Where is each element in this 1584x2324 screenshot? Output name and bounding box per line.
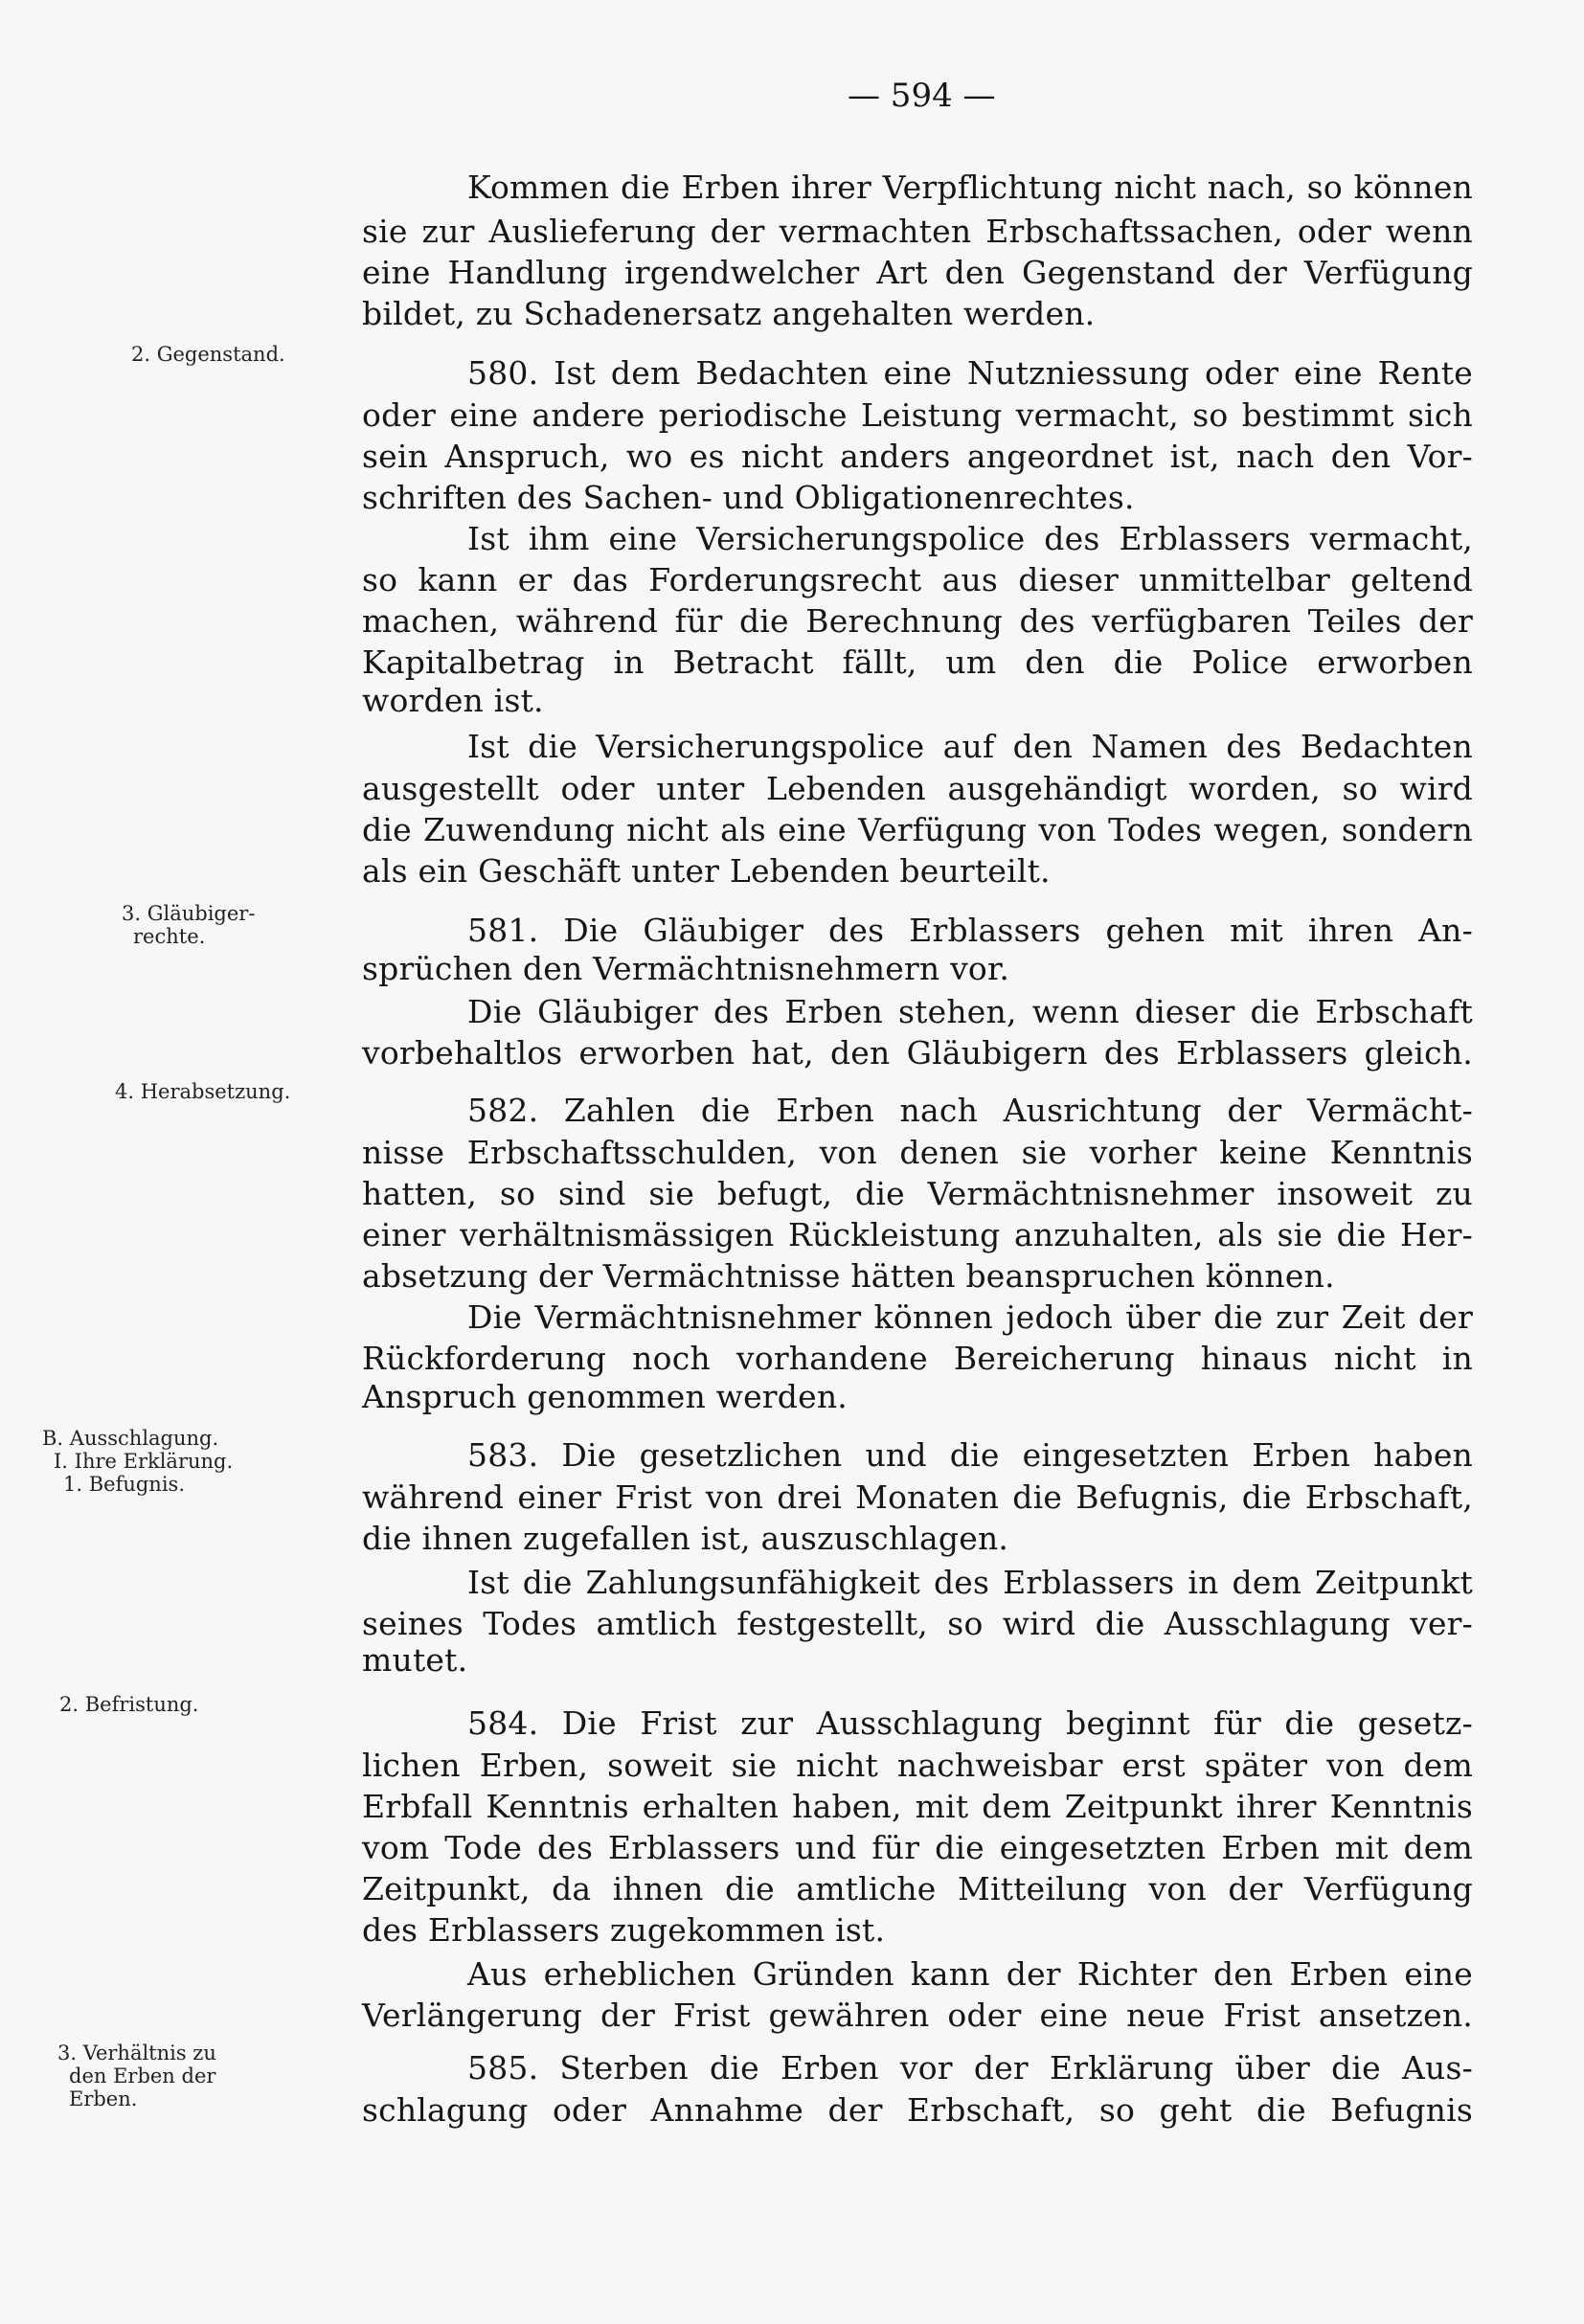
text-line: mutet. xyxy=(362,1641,468,1679)
margin-note-line: 3. Gläubiger- xyxy=(122,902,256,925)
text-line: einer verhältnismässigen Rückleistung anzuhalten, als sie die Her- xyxy=(362,1216,1473,1253)
margin-note-line: I. Ihre Erklärung. xyxy=(54,1450,234,1473)
article-582-line: 582. Zahlen die Erben nach Ausrichtung der Vermächt- xyxy=(467,1092,1473,1129)
margin-note-line: rechte. xyxy=(133,925,206,948)
text-line: Anspruch genommen werden. xyxy=(362,1378,848,1415)
margin-note-glaeubigerrechte xyxy=(122,902,255,948)
margin-note-line: 2. Befristung. xyxy=(59,1693,199,1716)
margin-note-line: Erben. xyxy=(69,2087,138,2110)
text-line: Rückforderung noch vorhandene Bereicherung hinaus nicht in xyxy=(362,1340,1473,1377)
text-line: Aus erheblichen Gründen kann der Richter den Erben eine xyxy=(467,1955,1473,1993)
margin-note-line: 4. Herabsetzung. xyxy=(115,1080,291,1103)
article-584-line: 584. Die Frist zur Ausschlagung beginnt für die gesetz- xyxy=(467,1704,1473,1742)
margin-note-line: 3. Verhältnis zu xyxy=(57,2042,216,2065)
text-line: während einer Frist von drei Monaten die Befugnis, die Erbschaft, xyxy=(362,1478,1473,1516)
text-line: Verlängerung der Frist gewähren oder eine neue Frist ansetzen. xyxy=(362,1997,1473,2034)
article-585-line: 585. Sterben die Erben vor der Erklärung über die Aus- xyxy=(467,2049,1473,2087)
text-line: machen, während für die Berechnung des verfügbaren Teiles der xyxy=(362,602,1473,640)
text-line: Erbfall Kenntnis erhalten haben, mit dem Zeitpunkt ihrer Kenntnis xyxy=(362,1788,1473,1825)
margin-note-line: den Erben der xyxy=(69,2065,216,2087)
text-line: schriften des Sachen- und Obligationenrechtes. xyxy=(362,479,1135,516)
margin-note-verhaeltnis xyxy=(57,2042,216,2110)
text-line: vorbehaltlos erworben hat, den Gläubigern des Erblassers gleich. xyxy=(362,1034,1473,1072)
text-line: ausgestellt oder unter Lebenden ausgehändigt worden, so wird xyxy=(362,770,1473,807)
text-line: Ist ihm eine Versicherungspolice des Erblassers vermacht, xyxy=(467,520,1473,557)
text-line: die ihnen zugefallen ist, auszuschlagen. xyxy=(362,1520,1009,1557)
margin-note-befristung xyxy=(59,1693,198,1716)
text-line: seines Todes amtlich festgestellt, so wird die Ausschlagung ver- xyxy=(362,1605,1473,1642)
text-line: die Zuwendung nicht als eine Verfügung von Todes wegen, sondern xyxy=(362,811,1473,848)
margin-note-line: 2. Gegenstand. xyxy=(131,343,285,366)
text-line: absetzung der Vermächtnisse hätten beanspruchen können. xyxy=(362,1257,1335,1295)
text-line: Ist die Versicherungspolice auf den Namen des Bedachten xyxy=(467,728,1473,765)
page-number-text: — 594 — xyxy=(848,77,996,115)
text-line: hatten, so sind sie befugt, die Vermächtnisnehmer insoweit zu xyxy=(362,1175,1473,1212)
text-line: des Erblassers zugekommen ist. xyxy=(362,1911,886,1949)
text-line: bildet, zu Schadenersatz angehalten werden. xyxy=(362,295,1096,332)
text-line: lichen Erben, soweit sie nicht nachweisbar erst später von dem xyxy=(362,1747,1473,1784)
text-line: Die Gläubiger des Erben stehen, wenn dieser die Erbschaft xyxy=(467,993,1473,1030)
text-line: so kann er das Forderungsrecht aus dieser unmittelbar geltend xyxy=(362,561,1473,598)
text-line: oder eine andere periodische Leistung vermacht, so bestimmt sich xyxy=(362,396,1473,434)
text-line: sein Anspruch, wo es nicht anders angeordnet ist, nach den Vor- xyxy=(362,438,1473,475)
text-line: eine Handlung irgendwelcher Art den Gegenstand der Verfügung xyxy=(362,254,1473,291)
text-line: sie zur Auslieferung der vermachten Erbschaftssachen, oder wenn xyxy=(362,213,1473,250)
text-line: Die Vermächtnisnehmer können jedoch über die zur Zeit der xyxy=(467,1298,1473,1336)
text-line: vom Tode des Erblassers und für die eingesetzten Erben mit dem xyxy=(362,1829,1473,1866)
text-line: nisse Erbschaftsschulden, von denen sie vorher keine Kenntnis xyxy=(362,1134,1473,1171)
text-line: worden ist. xyxy=(362,682,544,719)
article-583-line: 583. Die gesetzlichen und die eingesetzten Erben haben xyxy=(467,1436,1473,1474)
text-line: als ein Geschäft unter Lebenden beurteilt. xyxy=(362,852,1051,890)
article-581-line: 581. Die Gläubiger des Erblassers gehen mit ihren An- xyxy=(467,912,1473,949)
text-line: sprüchen den Vermächtnisnehmern vor. xyxy=(362,950,1010,987)
margin-note-ausschlagung xyxy=(42,1427,233,1496)
margin-note-herabsetzung xyxy=(115,1080,290,1103)
text-line: Kapitalbetrag in Betracht fällt, um den die Police erworben xyxy=(362,643,1473,681)
margin-note-line: B. Ausschlagung. xyxy=(42,1427,219,1450)
margin-note-line: 1. Befugnis. xyxy=(63,1473,186,1496)
text-line: Zeitpunkt, da ihnen die amtliche Mitteilung von der Verfügung xyxy=(362,1870,1473,1907)
text-line: Kommen die Erben ihrer Verpflichtung nicht nach, so können xyxy=(467,169,1473,206)
text-line: schlagung oder Annahme der Erbschaft, so geht die Befugnis xyxy=(362,2091,1473,2129)
article-580-line: 580. Ist dem Bedachten eine Nutzniessung oder eine Rente xyxy=(467,354,1473,392)
margin-note-gegenstand xyxy=(131,343,285,366)
text-line: Ist die Zahlungsunfähigkeit des Erblassers in dem Zeitpunkt xyxy=(467,1564,1473,1601)
